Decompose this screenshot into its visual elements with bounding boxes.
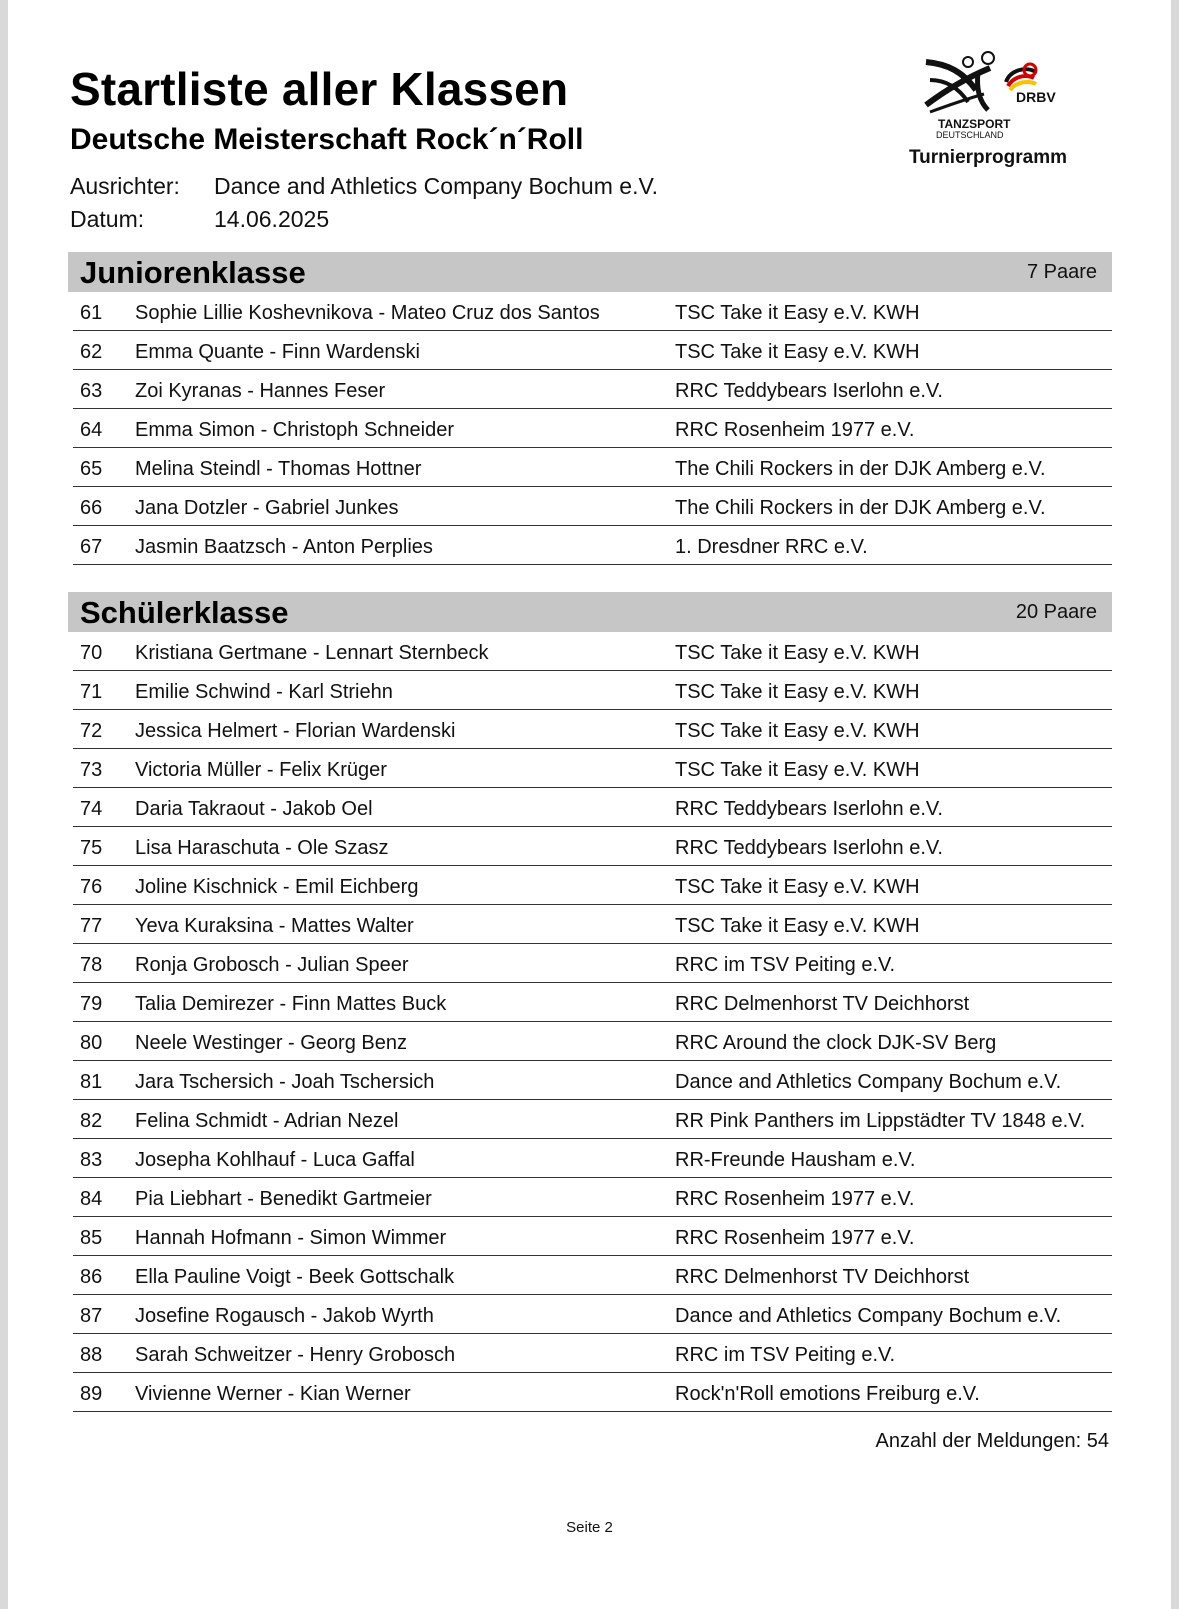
table-row bbox=[73, 710, 1112, 749]
couple-names: Felina Schmidt - Adrian Nezel bbox=[135, 1110, 399, 1132]
table-row bbox=[73, 1061, 1112, 1100]
club-name: RRC im TSV Peiting e.V. bbox=[675, 1344, 896, 1366]
start-number: 73 bbox=[80, 759, 103, 781]
section-title: Juniorenklasse bbox=[80, 255, 306, 290]
drbv-logo bbox=[908, 50, 1067, 180]
couple-names: Vivienne Werner - Kian Werner bbox=[135, 1383, 411, 1405]
start-number: 64 bbox=[80, 419, 103, 441]
start-number: 82 bbox=[80, 1110, 103, 1132]
start-number: 76 bbox=[80, 876, 103, 898]
table-row bbox=[73, 487, 1112, 526]
club-name: RRC Delmenhorst TV Deichhorst bbox=[675, 993, 970, 1015]
club-name: TSC Take it Easy e.V. KWH bbox=[675, 876, 920, 898]
club-name: The Chili Rockers in der DJK Amberg e.V. bbox=[675, 497, 1046, 519]
section-juniorenklasse bbox=[68, 252, 1112, 565]
organizer-value: Dance and Athletics Company Bochum e.V. bbox=[214, 173, 659, 199]
document-page bbox=[8, 0, 1171, 1609]
club-name: RRC Around the clock DJK-SV Berg bbox=[675, 1032, 997, 1054]
couple-names: Talia Demirezer - Finn Mattes Buck bbox=[135, 993, 447, 1015]
organizer-label: Ausrichter: bbox=[70, 173, 180, 199]
table-row bbox=[73, 632, 1112, 671]
club-name: RR Pink Panthers im Lippstädter TV 1848 e.V. bbox=[675, 1110, 1086, 1132]
couple-names: Josefine Rogausch - Jakob Wyrth bbox=[135, 1305, 434, 1327]
table-row bbox=[73, 1100, 1112, 1139]
table-row bbox=[73, 944, 1112, 983]
couple-names: Ronja Grobosch - Julian Speer bbox=[135, 954, 409, 976]
section-header bbox=[68, 252, 1112, 292]
table-row bbox=[73, 788, 1112, 827]
couple-names: Pia Liebhart - Benedikt Gartmeier bbox=[135, 1188, 432, 1210]
couple-names: Kristiana Gertmane - Lennart Sternbeck bbox=[135, 642, 489, 664]
logo-brand-text: DRBV bbox=[1016, 89, 1056, 105]
start-number: 86 bbox=[80, 1266, 103, 1288]
table-row bbox=[73, 749, 1112, 788]
club-name: RRC im TSV Peiting e.V. bbox=[675, 954, 896, 976]
start-number: 83 bbox=[80, 1149, 103, 1171]
organizer-row bbox=[70, 173, 658, 200]
start-number: 78 bbox=[80, 954, 103, 976]
start-number: 88 bbox=[80, 1344, 103, 1366]
start-number: 89 bbox=[80, 1383, 103, 1405]
club-name: RRC Teddybears Iserlohn e.V. bbox=[675, 380, 943, 402]
table-row bbox=[73, 370, 1112, 409]
dancers-logo-icon bbox=[918, 50, 1058, 145]
date-value: 14.06.2025 bbox=[214, 206, 330, 232]
couple-names: Hannah Hofmann - Simon Wimmer bbox=[135, 1227, 447, 1249]
start-number: 71 bbox=[80, 681, 103, 703]
table-row bbox=[73, 983, 1112, 1022]
start-number: 66 bbox=[80, 497, 103, 519]
table-row bbox=[73, 448, 1112, 487]
couple-names: Lisa Haraschuta - Ole Szasz bbox=[135, 837, 389, 859]
club-name: RRC Rosenheim 1977 e.V. bbox=[675, 419, 915, 441]
couple-names: Victoria Müller - Felix Krüger bbox=[135, 759, 387, 781]
table-row bbox=[73, 1373, 1112, 1412]
club-name: Rock'n'Roll emotions Freiburg e.V. bbox=[675, 1383, 980, 1405]
club-name: RRC Delmenhorst TV Deichhorst bbox=[675, 1266, 970, 1288]
start-number: 74 bbox=[80, 798, 103, 820]
start-number: 72 bbox=[80, 720, 103, 742]
couple-names: Melina Steindl - Thomas Hottner bbox=[135, 458, 422, 480]
club-name: 1. Dresdner RRC e.V. bbox=[675, 536, 868, 558]
couple-names: Jara Tschersich - Joah Tschersich bbox=[135, 1071, 435, 1093]
club-name: TSC Take it Easy e.V. KWH bbox=[675, 759, 920, 781]
couple-names: Emilie Schwind - Karl Striehn bbox=[135, 681, 393, 703]
couple-names: Sophie Lillie Koshevnikova - Mateo Cruz dos Santos bbox=[135, 302, 600, 324]
table-row bbox=[73, 331, 1112, 370]
club-name: TSC Take it Easy e.V. KWH bbox=[675, 341, 920, 363]
club-name: Dance and Athletics Company Bochum e.V. bbox=[675, 1305, 1062, 1327]
couple-names: Sarah Schweitzer - Henry Grobosch bbox=[135, 1344, 456, 1366]
start-number: 70 bbox=[80, 642, 103, 664]
club-name: TSC Take it Easy e.V. KWH bbox=[675, 642, 920, 664]
table-row bbox=[73, 292, 1112, 331]
club-name: Dance and Athletics Company Bochum e.V. bbox=[675, 1071, 1062, 1093]
start-number: 67 bbox=[80, 536, 103, 558]
club-name: RRC Teddybears Iserlohn e.V. bbox=[675, 798, 943, 820]
club-name: TSC Take it Easy e.V. KWH bbox=[675, 681, 920, 703]
section-title: Schülerklasse bbox=[80, 595, 289, 630]
club-name: The Chili Rockers in der DJK Amberg e.V. bbox=[675, 458, 1046, 480]
couple-names: Neele Westinger - Georg Benz bbox=[135, 1032, 407, 1054]
table-row bbox=[73, 827, 1112, 866]
start-number: 63 bbox=[80, 380, 103, 402]
couple-names: Ella Pauline Voigt - Beek Gottschalk bbox=[135, 1266, 455, 1288]
club-name: TSC Take it Easy e.V. KWH bbox=[675, 302, 920, 324]
logo-line2-text: DEUTSCHLAND bbox=[936, 130, 1004, 140]
start-number: 62 bbox=[80, 341, 103, 363]
couple-names: Josepha Kohlhauf - Luca Gaffal bbox=[135, 1149, 415, 1171]
couple-names: Yeva Kuraksina - Mattes Walter bbox=[135, 915, 414, 937]
table-row bbox=[73, 409, 1112, 448]
table-row bbox=[73, 671, 1112, 710]
logo-line1-text: TANZSPORT bbox=[938, 117, 1011, 131]
club-name: RRC Rosenheim 1977 e.V. bbox=[675, 1227, 915, 1249]
club-name: RRC Teddybears Iserlohn e.V. bbox=[675, 837, 943, 859]
start-number: 75 bbox=[80, 837, 103, 859]
date-row bbox=[70, 206, 329, 233]
start-number: 85 bbox=[80, 1227, 103, 1249]
start-number: 61 bbox=[80, 302, 103, 324]
couple-names: Jana Dotzler - Gabriel Junkes bbox=[135, 497, 399, 519]
date-label: Datum: bbox=[70, 206, 145, 232]
table-row bbox=[73, 526, 1112, 565]
couple-names: Zoi Kyranas - Hannes Feser bbox=[135, 380, 386, 402]
start-number: 81 bbox=[80, 1071, 103, 1093]
document-subtitle: Deutsche Meisterschaft Rock´n´Roll bbox=[70, 123, 584, 156]
section-header bbox=[68, 592, 1112, 632]
section-schuelerklasse bbox=[68, 592, 1112, 1412]
start-number: 79 bbox=[80, 993, 103, 1015]
start-number: 77 bbox=[80, 915, 103, 937]
table-row bbox=[73, 1334, 1112, 1373]
start-number: 80 bbox=[80, 1032, 103, 1054]
page-number: Seite 2 bbox=[566, 1519, 613, 1536]
start-number: 84 bbox=[80, 1188, 103, 1210]
table-row bbox=[73, 1178, 1112, 1217]
total-entries: Anzahl der Meldungen: 54 bbox=[875, 1430, 1109, 1452]
table-row bbox=[73, 1139, 1112, 1178]
logo-caption: Turnierprogramm bbox=[908, 147, 1067, 168]
couple-names: Emma Simon - Christoph Schneider bbox=[135, 419, 455, 441]
club-name: TSC Take it Easy e.V. KWH bbox=[675, 915, 920, 937]
couple-names: Jasmin Baatzsch - Anton Perplies bbox=[135, 536, 433, 558]
couple-names: Joline Kischnick - Emil Eichberg bbox=[135, 876, 419, 898]
section-count: 7 Paare bbox=[1026, 261, 1097, 283]
table-row bbox=[73, 866, 1112, 905]
table-row bbox=[73, 1022, 1112, 1061]
section-count: 20 Paare bbox=[1015, 601, 1097, 623]
club-name: TSC Take it Easy e.V. KWH bbox=[675, 720, 920, 742]
couple-names: Daria Takraout - Jakob Oel bbox=[135, 798, 373, 820]
document-title: Startliste aller Klassen bbox=[70, 63, 569, 115]
table-row bbox=[73, 905, 1112, 944]
start-number: 87 bbox=[80, 1305, 103, 1327]
table-row bbox=[73, 1295, 1112, 1334]
table-row bbox=[73, 1217, 1112, 1256]
start-number: 65 bbox=[80, 458, 103, 480]
club-name: RRC Rosenheim 1977 e.V. bbox=[675, 1188, 915, 1210]
club-name: RR-Freunde Hausham e.V. bbox=[675, 1149, 916, 1171]
couple-names: Emma Quante - Finn Wardenski bbox=[135, 341, 420, 363]
table-row bbox=[73, 1256, 1112, 1295]
couple-names: Jessica Helmert - Florian Wardenski bbox=[135, 720, 456, 742]
